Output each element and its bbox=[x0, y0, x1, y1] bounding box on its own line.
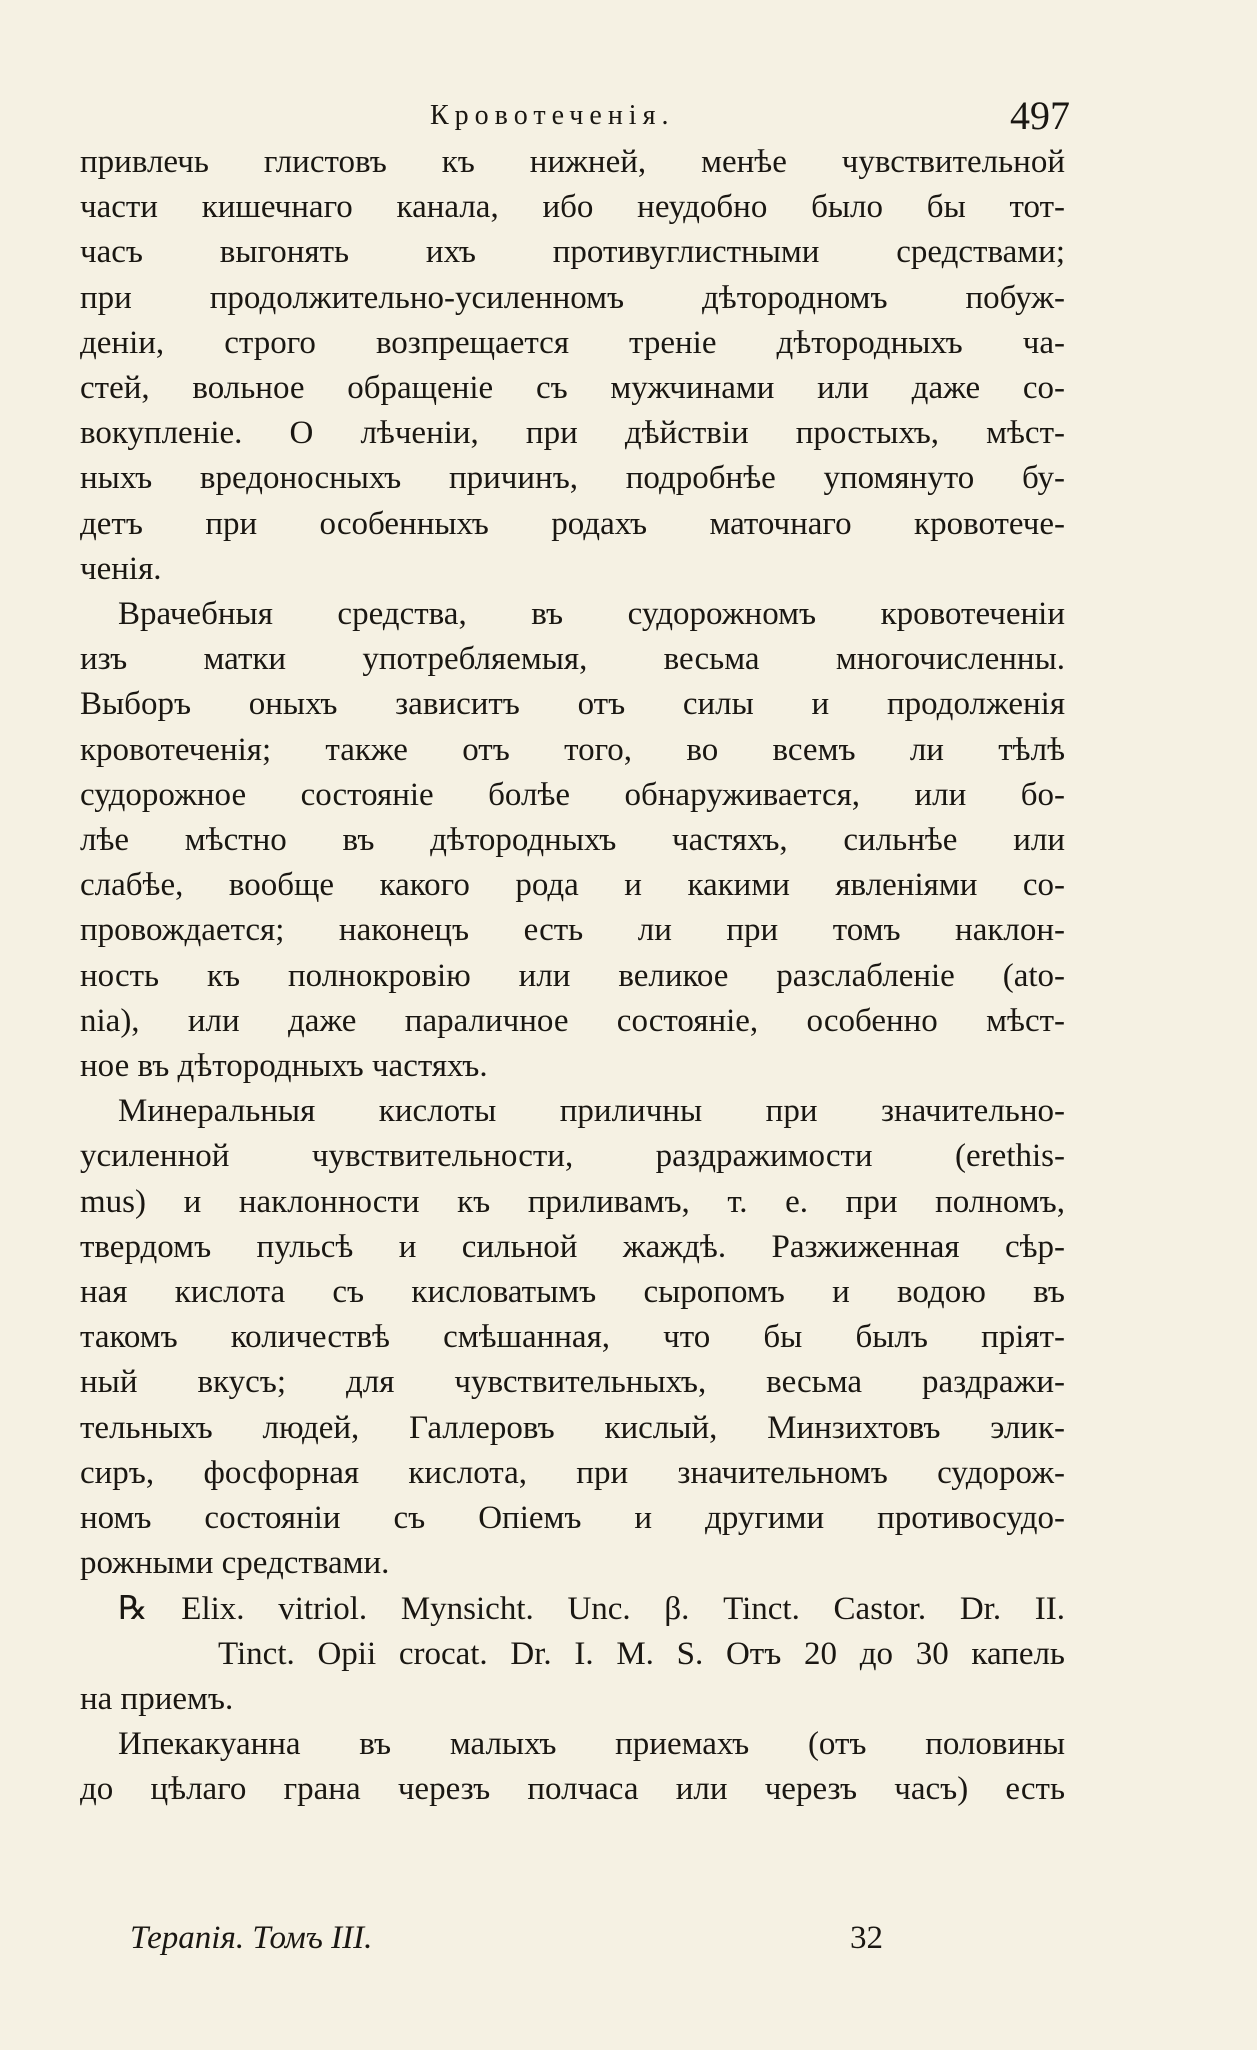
text-line: провождается; наконецъ есть ли при томъ наклон- bbox=[80, 912, 1065, 949]
text-line: Врачебныя средства, въ судорожномъ кровотеченіи bbox=[118, 596, 1065, 633]
text-line: судорожное состояніе болѣе обнаруживается, или бо- bbox=[80, 776, 1065, 813]
text-line: nia), или даже параличное состояніе, особенно мѣст- bbox=[80, 1002, 1065, 1039]
page-footer bbox=[130, 1920, 930, 1970]
text-line: ное въ дѣтородныхъ частяхъ. bbox=[80, 1048, 488, 1085]
text-line: ныхъ вредоносныхъ причинъ, подробнѣе упомянуто бу- bbox=[80, 460, 1065, 497]
footer-book-title: Терапія. Томъ III. bbox=[130, 1920, 373, 1956]
text-line: ность къ полнокровію или великое разслабленіе (ato- bbox=[80, 957, 1065, 994]
text-line: mus) и наклонности къ приливамъ, т. е. при полномъ, bbox=[80, 1183, 1065, 1220]
prescription-line: Tinct. Opii crocat. Dr. I. M. S. Отъ 20 до 30 капель bbox=[218, 1635, 1065, 1672]
text-line: ный вкусъ; для чувствительныхъ, весьма раздражи- bbox=[80, 1364, 1065, 1401]
text-line: привлечь глистовъ къ нижней, менѣе чувствительной bbox=[80, 144, 1065, 180]
text-line: вокупленіе. О лѣченіи, при дѣйствіи простыхъ, мѣст- bbox=[80, 415, 1065, 452]
text-line: изъ матки употребляемыя, весьма многочисленны. bbox=[80, 641, 1065, 678]
text-line: тельныхъ людей, Галлеровъ кислый, Минзихтовъ элик- bbox=[80, 1409, 1065, 1446]
running-title: Кровотеченія. bbox=[430, 100, 675, 131]
text-line: твердомъ пульсѣ и сильной жаждѣ. Разжиженная сѣр- bbox=[80, 1228, 1065, 1265]
text-line: Ипекакуанна въ малыхъ приемахъ (отъ половины bbox=[118, 1726, 1065, 1763]
text-line: Минеральныя кислоты приличны при значительно- bbox=[118, 1093, 1065, 1130]
text-line: при продолжительно-усиленномъ дѣтородномъ побуж- bbox=[80, 279, 1065, 316]
text-line: рожными средствами. bbox=[80, 1545, 390, 1582]
text-line: сиръ, фосфорная кислота, при значительномъ судорож- bbox=[80, 1454, 1065, 1491]
text-line: ченія. bbox=[80, 550, 162, 587]
page-header bbox=[140, 92, 1080, 142]
prescription-line: ℞ Elix. vitriol. Mynsicht. Unc. β. Tinct. Castor. Dr. II. bbox=[118, 1590, 1065, 1627]
text-line: части кишечнаго канала, ибо неудобно было бы тот- bbox=[80, 189, 1065, 226]
body-text bbox=[80, 140, 1065, 1813]
text-line: слабѣе, вообще какого рода и какими явленіями со- bbox=[80, 867, 1065, 904]
page-number: 497 bbox=[1010, 93, 1070, 138]
text-line: номъ состояніи съ Опіемъ и другими противосудо- bbox=[80, 1500, 1065, 1537]
text-line: детъ при особенныхъ родахъ маточнаго кровотече- bbox=[80, 505, 1065, 542]
text-line: деніи, строго возпрещается треніе дѣтородныхъ ча- bbox=[80, 324, 1065, 361]
printer-signature: 32 bbox=[850, 1920, 883, 1956]
text-line: лѣе мѣстно въ дѣтородныхъ частяхъ, сильнѣе или bbox=[80, 822, 1065, 859]
text-line: кровотеченія; также отъ того, во всемъ ли тѣлѣ bbox=[80, 731, 1065, 768]
text-line: стей, вольное обращеніе съ мужчинами или даже со- bbox=[80, 370, 1065, 407]
text-line: часъ выгонять ихъ противуглистными средствами; bbox=[80, 234, 1065, 271]
text-line: до цѣлаго грана черезъ полчаса или черезъ часъ) есть bbox=[80, 1771, 1065, 1808]
text-line: усиленной чувствительности, раздражимости (erethis- bbox=[80, 1138, 1065, 1175]
text-line: Выборъ оныхъ зависитъ отъ силы и продолженія bbox=[80, 686, 1065, 723]
text-line: ная кислота съ кисловатымъ сыропомъ и водою въ bbox=[80, 1274, 1065, 1311]
text-line: такомъ количествѣ смѣшанная, что бы былъ пріят- bbox=[80, 1319, 1065, 1356]
prescription-line: на приемъ. bbox=[80, 1680, 234, 1717]
